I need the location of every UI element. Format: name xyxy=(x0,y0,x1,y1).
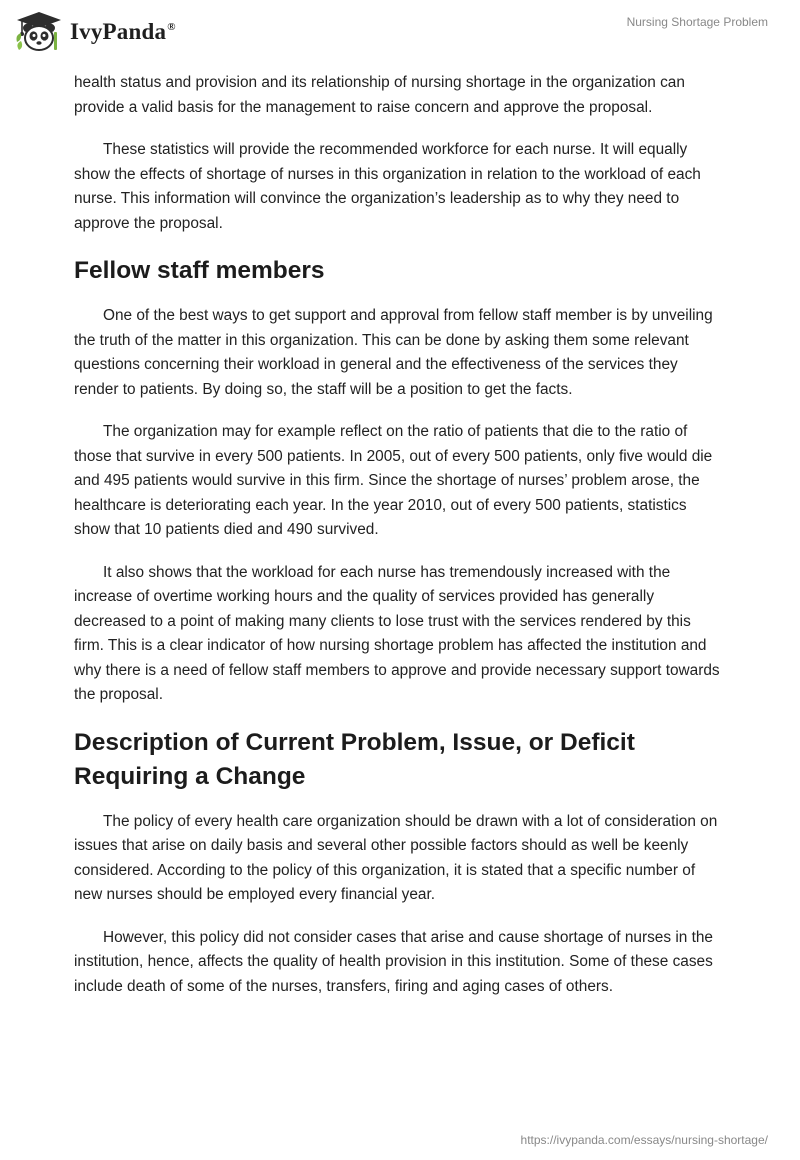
paragraph: The organization may for example reflect on the ratio of patients that die to the ratio of those that survive in every 500 patients. In 2005, out of every 500 patients, only five would die and 495 patients would survive in this firm. Since the shortage of nurses’ problem arose, the healthcare is deteriorating each year. In the year 2010, out of every 500 patients, statistics show that 10 patients died and 490 survived. xyxy=(74,423,713,538)
brand-name: IvyPanda® xyxy=(70,19,176,44)
page-header xyxy=(0,0,800,70)
section-heading-fellow-staff: Fellow staff members xyxy=(74,257,325,284)
paragraph: However, this policy did not consider cases that arise and cause shortage of nurses in the institution, hence, affects the quality of health provision in this institution. Some of these cases include death of some of the nurses, transfers, firing and aging cases of others. xyxy=(74,928,713,995)
paragraph: It also shows that the workload for each nurse has tremendously increased with the increase of overtime working hours and the quality of services provided has generally decreased to a point of making many clients to lose trust with the services rendered by this firm. This is a clear indicator of how nursing shortage problem has affected the institution and why there is a need of fellow staff members to approve and provide necessary support towards the proposal. xyxy=(74,563,720,703)
statistics-paragraph: These statistics will provide the recommended workforce for each nurse. It will equally show the effects of shortage of nurses in this organization in relation to the workload of each nurse. This information will convince the organization’s leadership as to why they need to approve the proposal. xyxy=(74,141,701,232)
ivypanda-logo[interactable] xyxy=(14,10,176,54)
paragraph: One of the best ways to get support and approval from fellow staff member is by unveiling the truth of the matter in this organization. This can be done by asking them some relevant questions concerning their workload in general and the effectiveness of the services they render to patients. By doing so, the staff will be a position to get the facts. xyxy=(74,307,713,398)
panda-logo-icon xyxy=(14,11,64,53)
section-heading-current-problem: Description of Current Problem, Issue, or Deficit Requiring a Change xyxy=(74,728,635,790)
paragraph: The policy of every health care organization should be drawn with a lot of consideration on issues that arise on daily basis and several other possible factors should as well be keenly considered. According to the policy of this organization, it is stated that a specific number of new nurses should be employed every financial year. xyxy=(74,812,718,903)
document-title: Nursing Shortage Problem xyxy=(626,15,768,29)
footer-url-link[interactable]: https://ivypanda.com/essays/nursing-shortage/ xyxy=(520,1133,768,1147)
essay-content xyxy=(74,71,724,1017)
intro-paragraph: health status and provision and its relationship of nursing shortage in the organization can provide a valid basis for the management to raise concern and approve the proposal. xyxy=(74,74,685,116)
